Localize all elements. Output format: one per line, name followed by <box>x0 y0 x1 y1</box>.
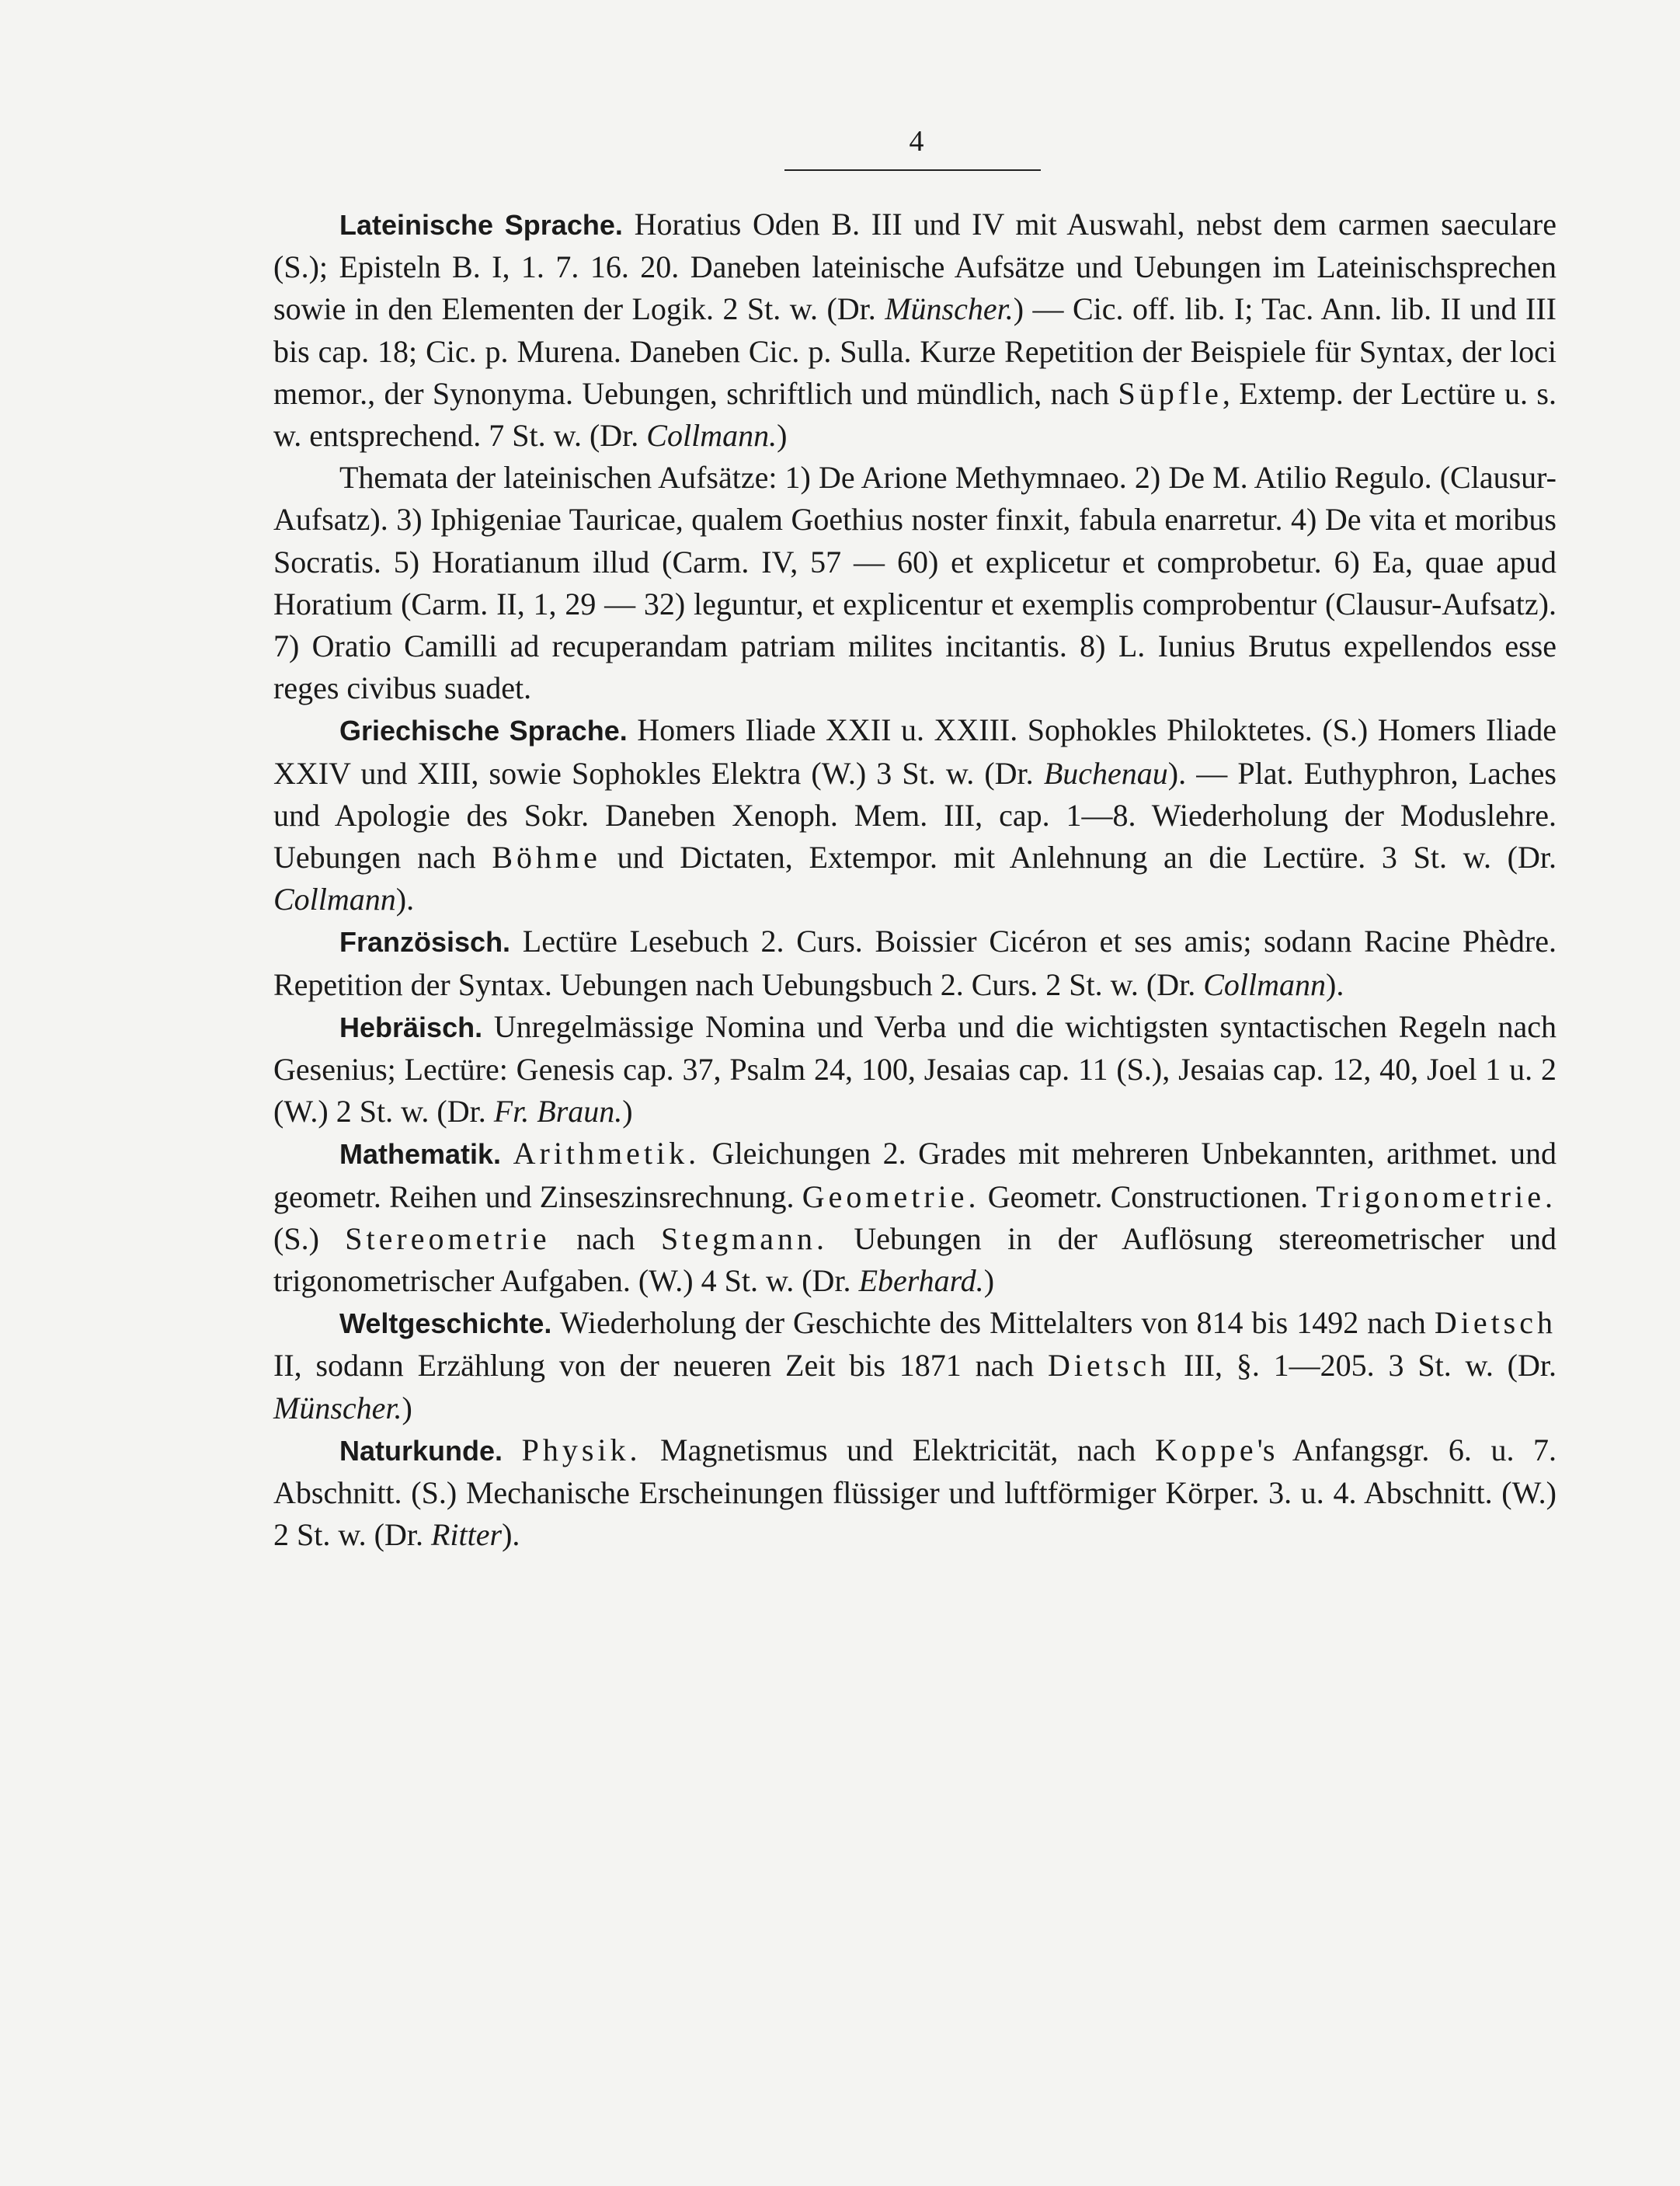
section-heading: Lateinische Sprache. <box>339 209 623 241</box>
text-run: , Extemp. der Lectüre u. s. w. entsprechend. 7 St. w. (Dr. <box>273 375 1557 454</box>
page-number: 4 <box>909 125 924 158</box>
author-name: Fr. Braun. <box>493 1094 623 1130</box>
section-heading: Französisch. <box>339 926 511 959</box>
text-run: III, §. 1—205. 3 St. w. (Dr. <box>1170 1348 1557 1384</box>
author-name: Collmann. <box>646 418 777 454</box>
section-heading: Naturkunde. <box>339 1434 503 1467</box>
paragraph <box>273 1006 1557 1133</box>
paragraph <box>273 457 1557 709</box>
text-run: Geometr. Constructionen. <box>979 1178 1317 1214</box>
paragraph <box>273 204 1557 457</box>
text-run: ) <box>402 1390 412 1425</box>
text-run: Themata der lateinischen Aufsätze: 1) De Arione Methymnaeo. 2) De M. Atilio Regulo. (Clausur-Aufsatz). 3) Iphigeniae Tauricae, qualem Goethius noster finxit, fabula enarretur. 4) De vita et moribus Socratis. 5) Horatianum illud (Carm. IV, 57 — 60) et explicetur et comprobetur. 6) Ea, quae apud Horatium (Carm. II, 1, 29 — 32) leguntur, et explicentur et exemplis comprobentur (Clausur-Aufsatz). 7) Oratio Camilli ad recuperandam patriam milites incitantis. 8) L. Iunius Brutus expellendos esse reges civibus suadet. <box>273 460 1557 706</box>
text-run <box>503 1432 522 1467</box>
author-name: Buchenau <box>1043 755 1168 791</box>
text-run <box>501 1136 513 1171</box>
spaced-term: Dietsch <box>1048 1348 1170 1384</box>
text-run: Uebungen in der Auflösung stereometrischer und trigonometrischer Aufgaben. (W.) 4 St. w. (Dr. <box>273 1220 1557 1299</box>
text-run: ) <box>983 1263 995 1299</box>
text-run: Unregelmässige Nomina und Verba und die wichtigsten syntactischen Regeln nach Gesenius; Lectüre: Genesis cap. 37, Psalm 24, 100, Jesaias cap. 11 (S.), Jesaias cap. 12, 40, Joel 1 u. 2 (W.) 2 St. w. (Dr. <box>273 1008 1557 1130</box>
text-run: ). — Plat. Euthyphron, Laches und Apologie des Sokr. Daneben Xenoph. Mem. III, cap. 1—8. Wiederholung der Moduslehre. Uebungen nach <box>273 755 1557 875</box>
paragraph <box>273 1302 1557 1429</box>
text-run: ). <box>502 1517 520 1553</box>
section-heading: Mathematik. <box>339 1138 502 1171</box>
author-name: Münscher. <box>273 1390 402 1425</box>
text-run: Magnetismus und Elektricität, nach <box>641 1432 1155 1467</box>
text-run: ) — Cic. off. lib. I; Tac. Ann. lib. II und III bis cap. 18; Cic. p. Murena. Daneben Cic. p. Sulla. Kurze Repetition der Beispiele für Syntax, der loci memor., der Synonyma. Uebungen, schriftlich und mündlich, nach <box>273 291 1557 411</box>
spaced-term: Trigonometrie. <box>1316 1178 1557 1214</box>
text-run: 's Anfangsgr. 6. u. 7. Abschnitt. (S.) Mechanische Erscheinungen flüssiger und luftförmiger Körper. 3. u. 4. Abschnitt. (W.) 2 St. w. (Dr. <box>273 1432 1557 1553</box>
paragraph <box>273 709 1557 921</box>
paragraph <box>273 1429 1557 1557</box>
header-rule <box>784 169 1041 171</box>
spaced-term: Dietsch <box>1434 1305 1557 1341</box>
section-heading: Griechische Sprache. <box>339 715 628 747</box>
spaced-term: Koppe <box>1154 1432 1257 1467</box>
section-heading: Weltgeschichte. <box>339 1307 552 1340</box>
text-run: ). <box>1326 966 1344 1002</box>
text-run: nach <box>550 1220 661 1256</box>
author-name: Collmann <box>1203 966 1327 1002</box>
text-run: ) <box>777 418 788 454</box>
text-run: Gleichungen 2. Grades mit mehreren Unbekannten, arithmet. und geometr. Reihen und Zinseszinsrechnung. <box>273 1136 1557 1214</box>
author-name: Collmann <box>273 882 396 917</box>
spaced-term: Böhme <box>492 840 601 875</box>
text-run: und Dictaten, Extempor. mit Anlehnung an die Lectüre. 3 St. w. (Dr. <box>600 840 1557 875</box>
text-run: ). <box>395 882 415 917</box>
author-name: Eberhard. <box>858 1263 984 1299</box>
spaced-term: Stegmann. <box>660 1220 828 1256</box>
paragraph <box>273 921 1557 1005</box>
spaced-term: Physik. <box>521 1432 642 1467</box>
text-run: (S.) <box>273 1220 346 1256</box>
author-name: Ritter <box>430 1517 503 1553</box>
section-heading: Hebräisch. <box>339 1011 483 1043</box>
text-run: Wiederholung der Geschichte des Mittelalters von 814 bis 1492 nach <box>551 1305 1435 1341</box>
spaced-term: Geometrie. <box>802 1178 980 1214</box>
text-run: II, sodann Erzählung von der neueren Zeit bis 1871 nach <box>273 1348 1048 1384</box>
text-run: ) <box>622 1094 633 1130</box>
body-text <box>273 204 1557 1557</box>
spaced-term: Stereometrie <box>345 1220 551 1256</box>
author-name: Münscher. <box>885 291 1014 327</box>
spaced-term: Süpfle <box>1118 375 1223 411</box>
text-run: Horatius Oden B. III und IV mit Auswahl, nebst dem carmen saeculare (S.); Episteln B. I, 1. 7. 16. 20. Daneben lateinische Aufsätze und Uebungen im Lateinischsprechen sowie in den Elementen der Logik. 2 St. w. (Dr. <box>273 207 1557 327</box>
spaced-term: Arithmetik. <box>513 1136 701 1171</box>
text-run: Lectüre Lesebuch 2. Curs. Boissier Cicéron et ses amis; sodann Racine Phèdre. Repetition der Syntax. Uebungen nach Uebungsbuch 2. Curs. 2 St. w. (Dr. <box>273 924 1557 1002</box>
paragraph <box>273 1133 1557 1302</box>
text-run: Homers Iliade XXII u. XXIII. Sophokles Philoktetes. (S.) Homers Iliade XXIV und XIII, sowie Sophokles Elektra (W.) 3 St. w. (Dr. <box>273 712 1557 791</box>
